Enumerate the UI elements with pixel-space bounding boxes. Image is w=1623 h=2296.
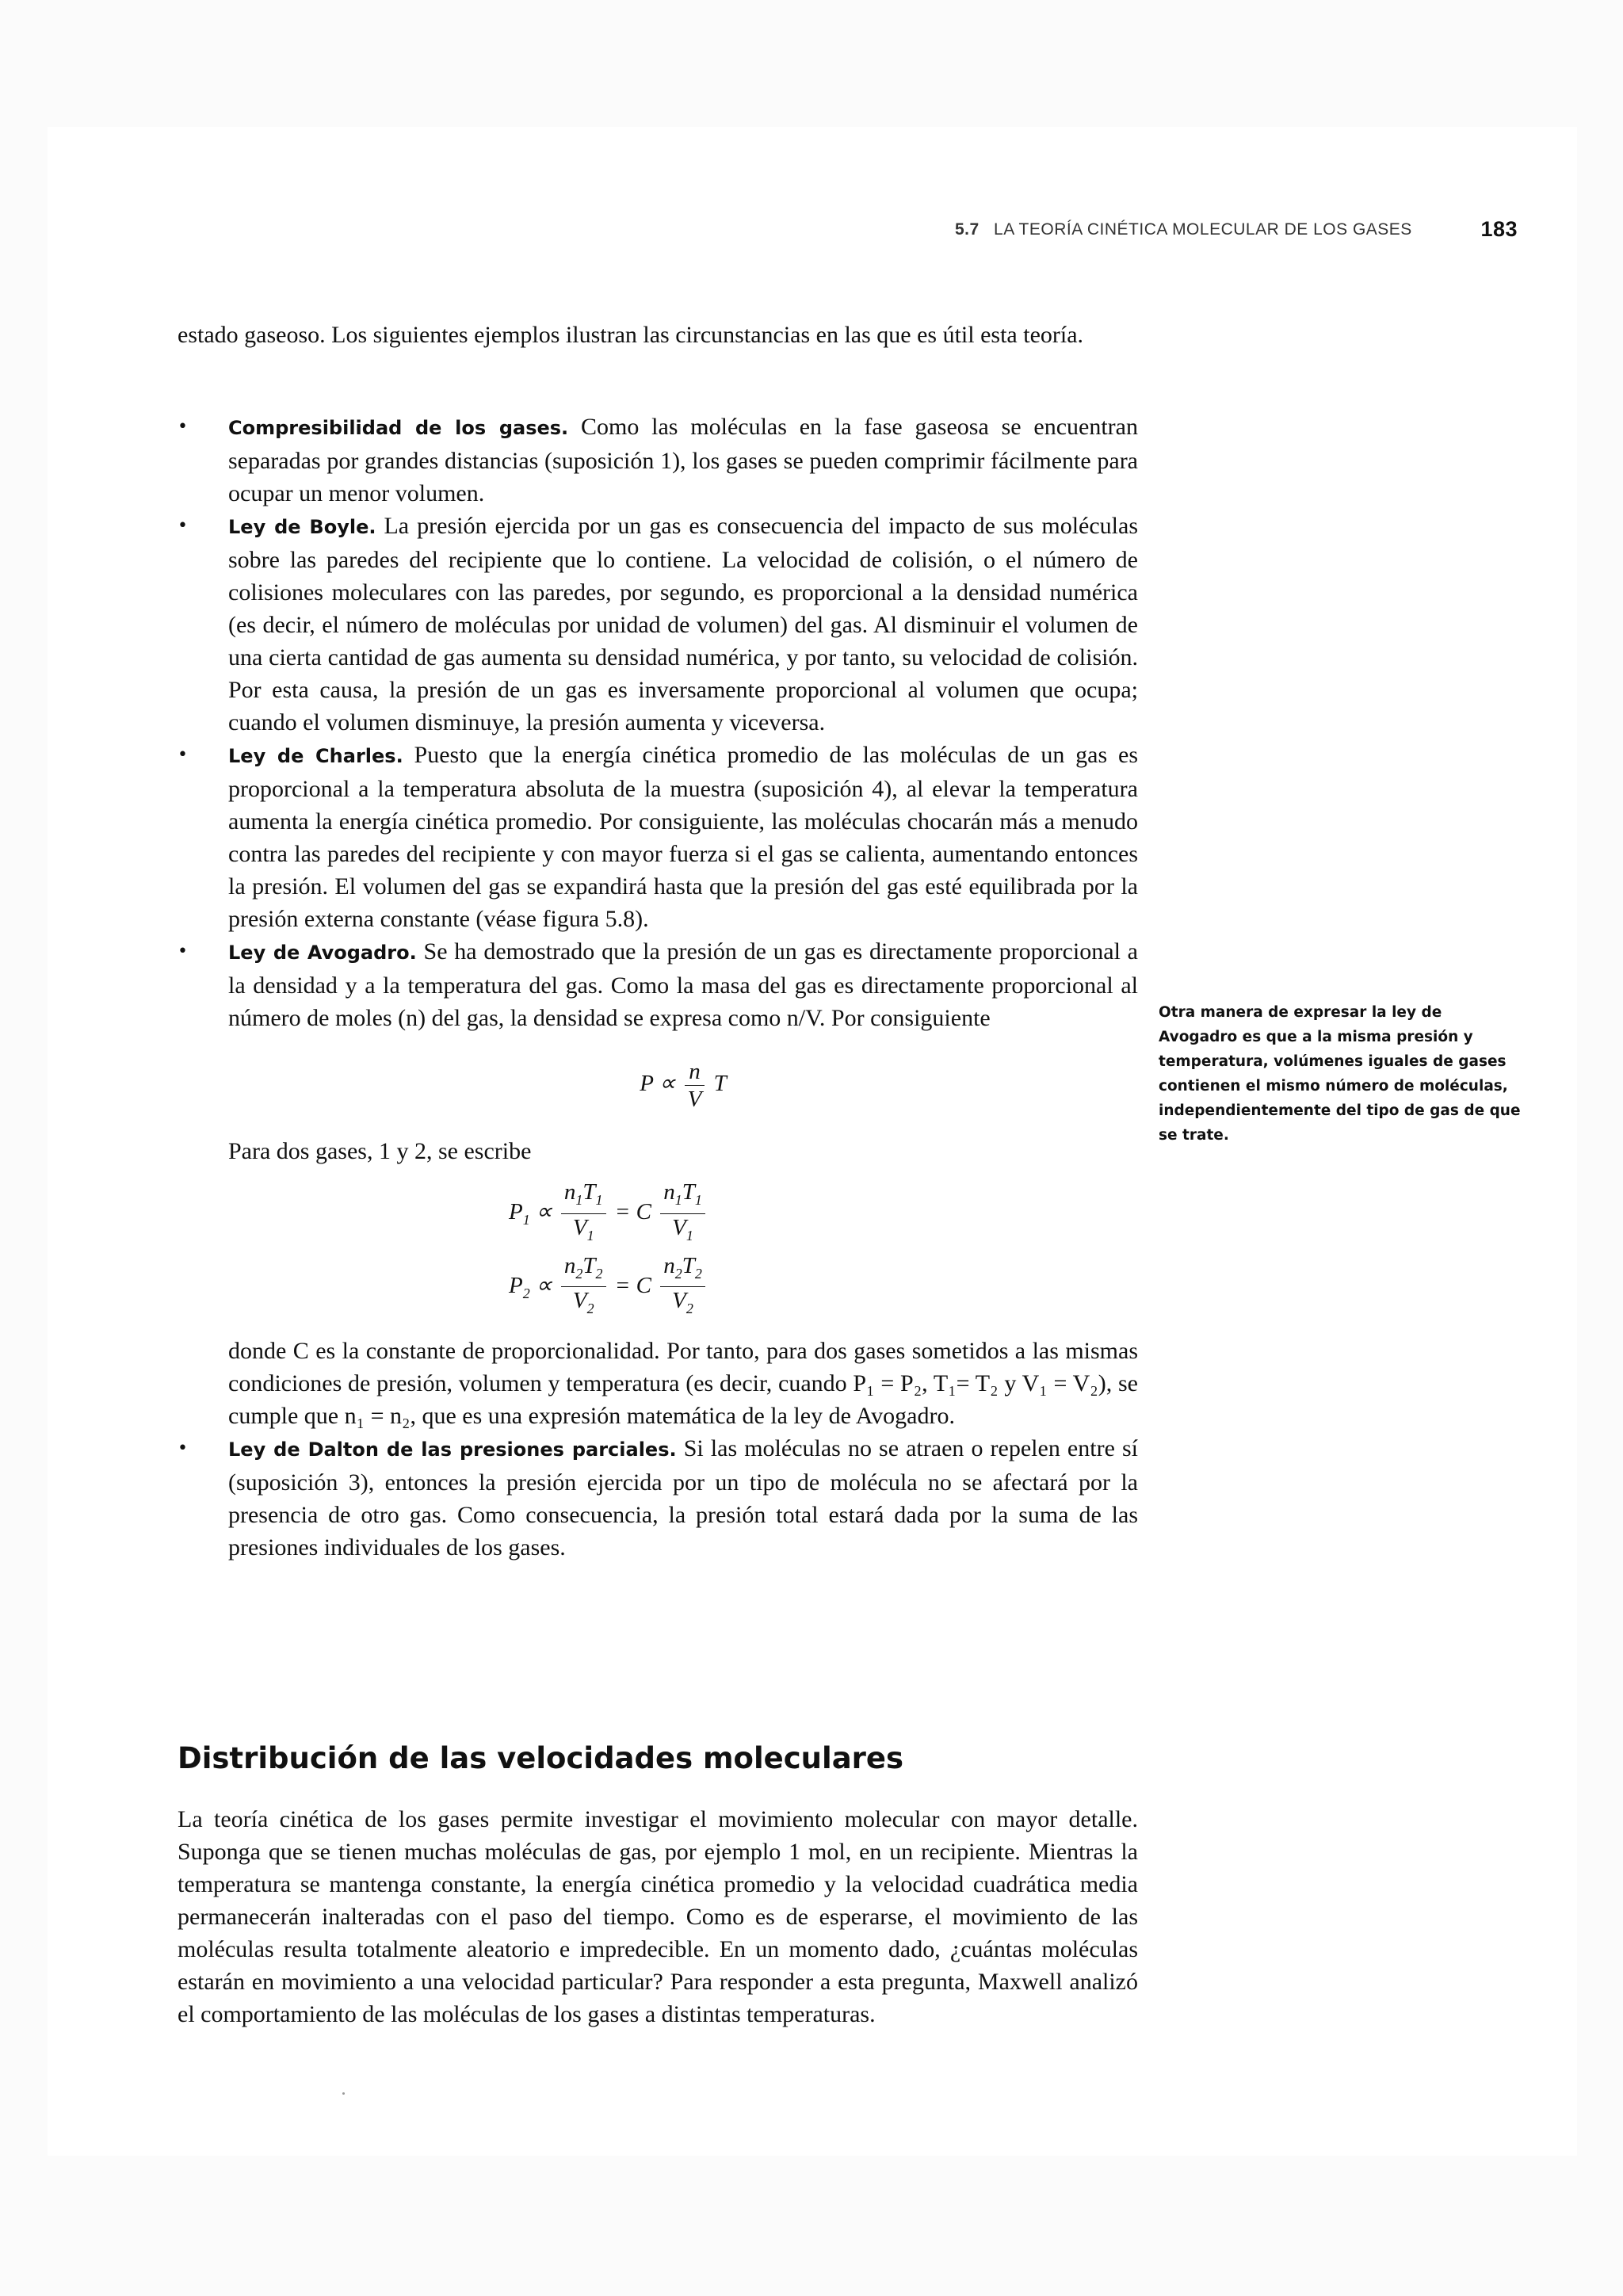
bullet-title: Ley de Avogadro. (228, 942, 417, 964)
bullet-item-boyle (178, 510, 1138, 739)
running-header (955, 217, 1518, 241)
section-heading: Distribución de las velocidades moleculares (178, 1741, 904, 1775)
bullet-text: Puesto que la energía cinética promedio de las moléculas de un gas es proporcional a la temperatura absoluta de la muestra (suposición 4), al elevar la temperatura aumenta la energía cinética promedio. Por consiguiente, las moléculas chocarán más a menudo contra las paredes del recipiente y con mayor fuerza si el gas se calienta, aumentando entonces la presión. El volumen del gas se expandirá hasta que la presión del gas esté equilibrada por la presión externa constante (véase figura 5.8). (228, 742, 1138, 932)
bullet-text: Se ha demostrado que la presión de un gas es directamente proporcional a la densidad y a la temperatura del gas. Como la masa del gas es directamente proporcional al número de moles (n) del gas, la densidad se expresa como n/V. Por consiguiente (228, 938, 1138, 1031)
bullet-dot-icon: • (178, 942, 188, 961)
formula-gas-2: $P_2$ ∝ $\frac{n_2T_2}{V_2}$ = C $\frac{n_2T_2}{V_2}$ (509, 1252, 1138, 1323)
bullet-item-compresibilidad (178, 411, 1138, 510)
bullet-dot-icon: • (178, 745, 188, 765)
bullet-text: Si las moléculas no se atraen o repelen entre sí (suposición 3), entonces la presión ejercida por un tipo de molécula no se afectará por la presencia de otro gas. Como consecuencia, la presión total estará dada por la suma de las presiones individuales de los gases. (228, 1435, 1138, 1561)
bullet-item-charles (178, 739, 1138, 935)
bullet-title: Ley de Dalton de las presiones parciales. (228, 1438, 677, 1461)
bullet-text: Como las moléculas en la fase gaseosa se encuentran separadas por grandes distancias (suposición 1), los gases se pueden comprimir fácilmente para ocupar un menor volumen. (228, 414, 1138, 506)
formula-gas-1: $P_1$ ∝ $\frac{n_1T_1}{V_1}$ = C $\frac{n_1T_1}{V_1}$ (509, 1179, 1138, 1249)
intro-paragraph: estado gaseoso. Los siguientes ejemplos ilustran las circunstancias en las que es útil esta teoría. (178, 322, 1084, 348)
bullet-title: Compresibilidad de los gases. (228, 417, 569, 439)
bullet-dot-icon: • (178, 516, 188, 536)
avogadro-conclusion: donde C es la constante de proporcionalidad. Por tanto, para dos gases sometidos a las mismas condiciones de presión, volumen y temperatura (es decir, cuando P₁ = P₂, T₁= T₂ y V₁ = V₂), se cumple que n₁ = n₂, que es una expresión matemática de la ley de Avogadro. (228, 1338, 1138, 1430)
bullet-dot-icon: • (178, 417, 188, 437)
bullet-dot-icon: • (178, 1438, 188, 1459)
bullet-item-avogadro (178, 935, 1138, 1432)
header-section-title: LA TEORÍA CINÉTICA MOLECULAR DE LOS GASES (994, 220, 1412, 239)
header-section-number: 5.7 (955, 220, 980, 239)
formula-proportionality: P ∝ $\frac{n}{V}$ T (640, 1059, 727, 1112)
bullet-title: Ley de Boyle. (228, 516, 376, 538)
formula-intro-text: Para dos gases, 1 y 2, se escribe (228, 1138, 532, 1164)
formula-two-gases (509, 1179, 1138, 1322)
bullet-text: La presión ejercida por un gas es consecuencia del impacto de sus moléculas sobre las paredes del recipiente que lo contiene. La velocidad de colisión, o el número de colisiones moleculares con las paredes, por segundo, es proporcional a la densidad numérica (es decir, el número de moléculas por unidad de volumen) del gas. Al disminuir el volumen de una cierta cantidad de gas aumenta su densidad numérica, y por tanto, su velocidad de colisión. Por esta causa, la presión de un gas es inversamente proporcional al volumen que ocupa; cuando el volumen disminuye, la presión aumenta y viceversa. (228, 513, 1138, 735)
bullet-title: Ley de Charles. (228, 745, 403, 767)
margin-note: Otra manera de expresar la ley de Avogadro es que a la misma presión y temperatura, volúmenes iguales de gases contienen el mismo número de moléculas, independientemente del tipo de gas de que se trate. (1159, 1004, 1521, 1144)
scan-speck (342, 2092, 345, 2095)
page-number: 183 (1480, 217, 1518, 241)
bullet-list (178, 411, 1138, 1564)
closing-paragraph: La teoría cinética de los gases permite investigar el movimiento molecular con mayor detalle. Suponga que se tienen muchas moléculas de gas, por ejemplo 1 mol, en un recipiente. Mientras la temperatura se mantenga constante, la energía cinética promedio y la velocidad cuadrática media permanecerán inalteradas con el paso del tiempo. Como es de esperarse, el movimiento de las moléculas resulta totalmente aleatorio e impredecible. En un momento dado, ¿cuántas moléculas estarán en movimiento a una velocidad particular? Para responder a esta pregunta, Maxwell analizó el comportamiento de las moléculas de los gases a distintas temperaturas. (178, 1806, 1138, 2027)
bullet-item-dalton (178, 1432, 1138, 1564)
